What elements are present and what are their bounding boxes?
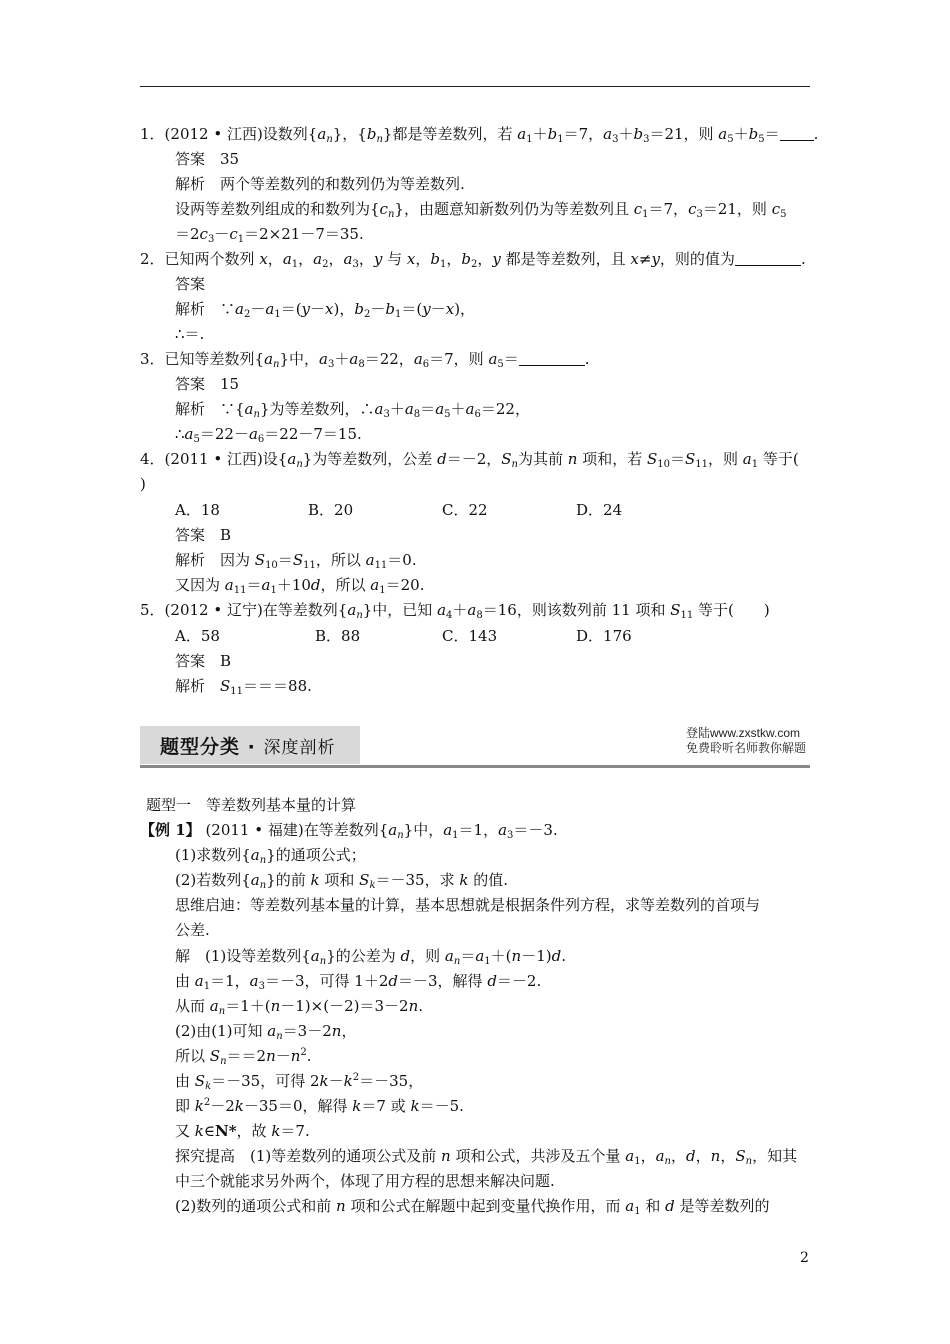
solution-line-4: (2)由(1)可知 $a_n=3-2n$， xyxy=(175,1022,357,1042)
answer-blank xyxy=(519,351,585,366)
solution-line-6: 由 $S_k=-35$，可得 $2k-k^2=-35$， xyxy=(175,1072,424,1092)
banner-underline xyxy=(140,765,810,768)
problem-4-option-a: A．18 xyxy=(175,501,220,519)
problem-1-explanation-3: $=2c_3-c_1=2\times 21-7=35$. xyxy=(175,225,364,245)
question-type-heading: 题型一 等差数列基本量的计算 xyxy=(146,796,357,814)
example-1: 【例 1】 (2011 • 福建)在等差数列$\{a_n\}$中，$a_1=1$，$a_3=-3$. xyxy=(140,821,558,841)
problem-2-explanation: 解析 $\because a_2-a_1=(y-x)$，$b_2-b_1=(y-x)$， xyxy=(175,300,476,320)
problem-3-conclusion: $\therefore a_5=22-a_6=22-7=15$. xyxy=(175,425,362,445)
thinking-hint-2: 公差. xyxy=(175,921,210,939)
problem-3-explanation: 解析 $\because\{a_n\}$为等差数列，$\therefore a_3+a_8=a_5+a_6=22$， xyxy=(175,400,530,420)
problem-4-option-c: C．22 xyxy=(442,501,488,519)
problem-4-explanation-2: 又因为 $a_{11}=a_1+10d$，所以 $a_1=20$. xyxy=(175,576,425,596)
exploration-note-2: 中三个就能求另外两个，体现了用方程的思想来解决问题. xyxy=(175,1172,555,1190)
solution-line-8: 又 k∈N*，故 k＝7. xyxy=(175,1122,310,1140)
problem-5-option-b: B．88 xyxy=(315,627,361,645)
exploration-note-3: (2)数列的通项公式和前 n 项和公式在解题中起到变量代换作用，而 $a_1$ 和 d 是等差数列的 xyxy=(175,1197,770,1217)
problem-5-answer: 答案 B xyxy=(175,652,232,670)
problem-4-close-paren: ) xyxy=(140,475,146,493)
problem-4-answer: 答案 B xyxy=(175,526,232,544)
solution-line-5: 所以 $S_n==2n-n^2$. xyxy=(175,1047,312,1067)
thinking-hint: 思维启迪：等差数列基本量的计算，基本思想就是根据条件列方程，求等差数列的首项与 xyxy=(175,896,761,914)
problem-5-option-d: D．176 xyxy=(576,627,632,645)
header-rule xyxy=(140,86,810,87)
problem-3-answer: 答案 15 xyxy=(175,375,240,393)
answer-blank xyxy=(735,251,801,266)
problem-2-conclusion: ∴＝. xyxy=(175,325,205,343)
solution-line-1: 解 (1)设等差数列$\{a_n\}$的公差为 d，则 $a_n=a_1+(n-1)d$. xyxy=(175,947,566,967)
problem-4: 4．(2011 • 江西)设$\{a_n\}$为等差数列，公差 d＝－2，$S_n$为其前 n 项和，若 $S_{10}=S_{11}$，则 $a_1$ 等于( xyxy=(140,450,799,470)
example-1-part-1: (1)求数列$\{a_n\}$的通项公式； xyxy=(175,846,366,866)
problem-2-answer: 答案 xyxy=(175,275,206,293)
problem-1-explanation: 解析 两个等差数列的和数列仍为等差数列. xyxy=(175,175,465,193)
problem-4-option-d: D．24 xyxy=(576,501,623,519)
solution-line-7: 即 $k^2-2k-35=0$，解得 k＝7 或 k＝－5. xyxy=(175,1097,464,1115)
problem-5-option-a: A．58 xyxy=(175,627,220,645)
exploration-note: 探究提高 (1)等差数列的通项公式及前 n 项和公式，共涉及五个量 $a_1$，$a_n$，d，n，$S_n$，知其 xyxy=(175,1147,798,1167)
page-number: 2 xyxy=(800,1250,809,1266)
section-banner xyxy=(140,722,810,768)
section-title: 题型分类 · 深度剖析 xyxy=(160,736,336,758)
problem-5: 5．(2012 • 辽宁)在等差数列$\{a_n\}$中，已知 $a_4+a_8=16$，则该数列前 11 项和 $S_{11}$ 等于( ) xyxy=(140,601,770,621)
problem-4-option-b: B．20 xyxy=(308,501,354,519)
solution-line-2: 由 $a_1=1$，$a_3=-3$，可得 1＋2d＝－3，解得 d＝－2. xyxy=(175,972,542,992)
problem-5-explanation: 解析 $S_{11}===88$. xyxy=(175,677,312,697)
problem-1-explanation-2: 设两等差数列组成的和数列为$\{c_n\}$，由题意知新数列仍为等差数列且 $c_1=7$，$c_3=21$，则 $c_5$ xyxy=(175,200,787,220)
problem-3: 3．已知等差数列$\{a_n\}$中，$a_3+a_8=22$，$a_6=7$，则 $a_5=$ . xyxy=(140,350,590,370)
problem-4-explanation: 解析 因为 $S_{10}=S_{11}$，所以 $a_{11}=0$. xyxy=(175,551,417,571)
problem-1: 1．(2012 • 江西)设数列$\{a_n\}$，$\{b_n\}$都是等差数列，若 $a_1+b_1=7$，$a_3+b_3=21$，则 $a_5+b_5=$ . xyxy=(140,125,819,145)
problem-5-option-c: C．143 xyxy=(442,627,498,645)
example-1-part-2: (2)若数列$\{a_n\}$的前 k 项和 $S_k=-35$，求 k 的值. xyxy=(175,871,508,891)
answer-blank xyxy=(780,126,814,141)
problem-2: 2．已知两个数列 x，$a_1$，$a_2$，$a_3$，y 与 x，$b_1$，$b_2$，y 都是等差数列，且 x≠y，则的值为 . xyxy=(140,250,806,270)
problem-1-answer: 答案 35 xyxy=(175,150,240,168)
solution-line-3: 从而 $a_n=1+(n-1)\times(-2)=3-2n$. xyxy=(175,997,424,1017)
promo-text: 登陆www.zxstkw.com 免费聆听名师教你解题 xyxy=(685,726,806,755)
